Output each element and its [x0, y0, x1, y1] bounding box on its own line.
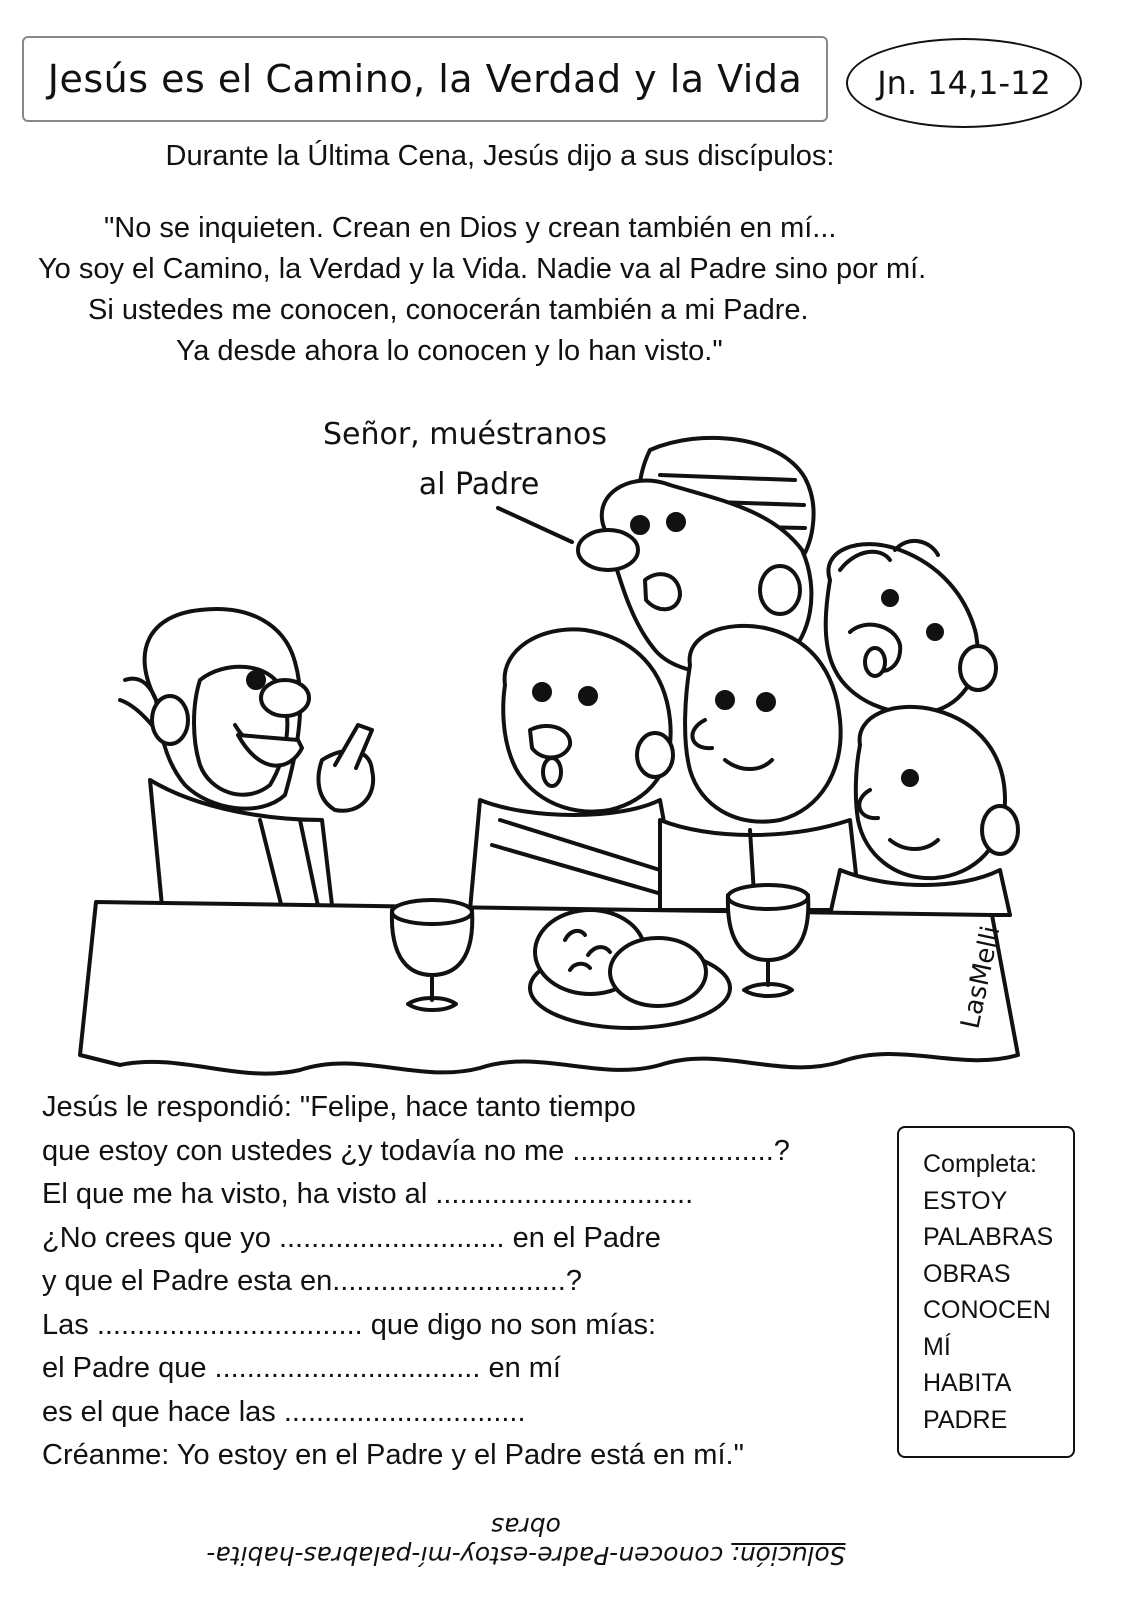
fill-in-line: que estoy con ustedes ¿y todavía no me .........................?: [42, 1134, 790, 1167]
scripture-reference: Jn. 14,1-12: [877, 64, 1051, 102]
fill-in-line: El que me ha visto, ha visto al ................................: [42, 1178, 694, 1210]
speech-bubble-text: [300, 410, 630, 510]
apostle-center: [660, 626, 860, 910]
apostle-right: [830, 707, 1018, 915]
fill-in-line: Jesús le respondió: "Felipe, hace tanto tiempo: [42, 1091, 636, 1123]
word-bank-heading: Completa:: [923, 1150, 1037, 1178]
word-bank-item: CONOCEN: [923, 1296, 1051, 1324]
title-box: [22, 36, 828, 122]
fill-in-line: es el que hace las ..............................: [42, 1395, 526, 1428]
solution-text: conocen-Padre-estoy-mí-palabras-habita-obras: [206, 1512, 732, 1570]
fill-in-line: el Padre que ................................. en mí: [42, 1352, 561, 1384]
speech-line: al Padre: [418, 467, 540, 502]
apostle-top-right: [826, 541, 996, 713]
word-bank-item: ESTOY: [923, 1186, 1008, 1215]
quote-line: Yo soy el Camino, la Verdad y la Vida. Nadie va al Padre sino por mí.: [38, 253, 927, 285]
intro-text: Durante la Última Cena, Jesús dijo a sus discípulos:: [165, 140, 835, 172]
word-bank-item: PALABRAS: [923, 1223, 1054, 1251]
apostle-middle-left: [470, 629, 680, 910]
fill-in-line: ¿No crees que yo ............................ en el Padre: [42, 1221, 661, 1254]
scripture-reference-oval: [846, 38, 1082, 128]
artist-signature: LasMelli: [955, 923, 1007, 1032]
word-bank-item: MÍ: [923, 1332, 951, 1361]
speech-pointer: [498, 508, 572, 542]
quote-block: [0, 208, 1060, 372]
fill-in-line: y que el Padre esta en.............................?: [42, 1265, 582, 1297]
solution-upside-down: [176, 1512, 876, 1570]
fill-in-line: Créanme: Yo estoy en el Padre y el Padre está en mí.": [42, 1439, 744, 1471]
page-title: Jesús es el Camino, la Verdad y la Vida: [47, 57, 803, 101]
word-bank-item: OBRAS: [923, 1259, 1011, 1288]
fill-in-text: [42, 1086, 882, 1478]
quote-line: Si ustedes me conocen, conocerán también a mi Padre.: [88, 294, 809, 326]
solution-label: Solución:: [731, 1541, 846, 1570]
word-bank-item: HABITA: [923, 1369, 1012, 1397]
word-bank: [897, 1126, 1075, 1458]
fill-in-line: Las ................................. que digo no son mías:: [42, 1308, 657, 1341]
quote-line: "No se inquieten. Crean en Dios y crean también en mí...: [104, 212, 837, 244]
quote-line: Ya desde ahora lo conocen y lo han visto.": [176, 335, 723, 367]
word-bank-item: PADRE: [923, 1405, 1008, 1434]
speech-line: Señor, muéstranos: [322, 417, 608, 452]
